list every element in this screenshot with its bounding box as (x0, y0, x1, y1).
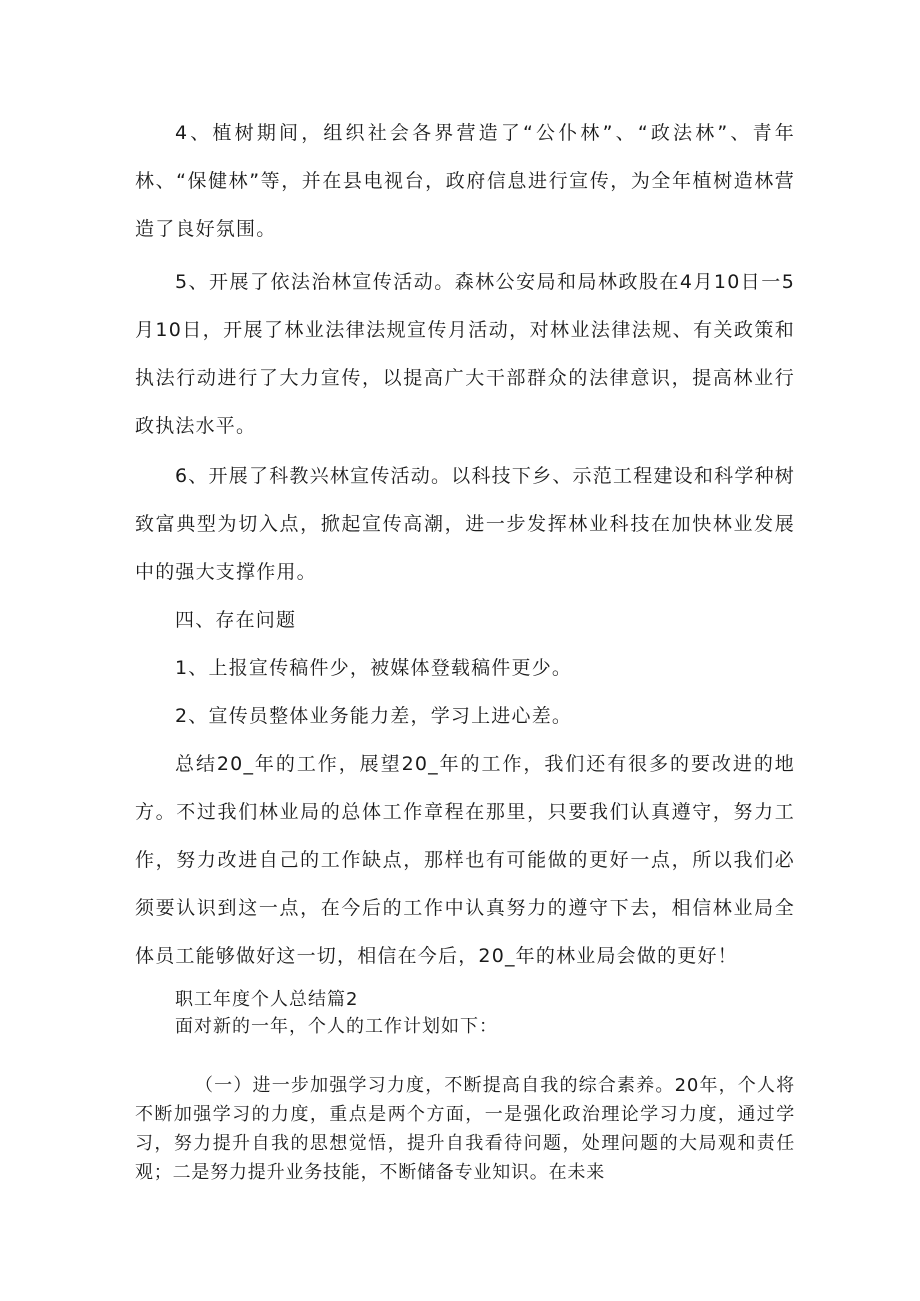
section-heading-four-text: 四、存在问题 (175, 609, 297, 631)
issue-item-2-text: 2、宣传员整体业务能力差，学习上进心差。 (175, 705, 573, 727)
paragraph-6 (135, 452, 795, 596)
issue-item-1 (135, 644, 795, 692)
paragraph-4-text: 4、植树期间，组织社会各界营造了“公仆林”、“政法林”、青年林、“保健林”等，并在县电视台，政府信息进行宣传，为全年植树造林营造了良好氛围。 (135, 122, 795, 240)
plan-paragraph-1 (135, 1071, 795, 1187)
plan-paragraph-1-text: （一）进一步加强学习力度，不断提高自我的综合素养。20年，个人将不断加强学习的力度，重点是两个方面，一是强化政治理论学习力度，通过学习，努力提升自我的思想觉悟，提升自我看待问题，处理问题的大局观和责任观；二是努力提升业务技能，不断储备专业知识。在未来 (135, 1075, 795, 1183)
summary-paragraph-text: 总结20_年的工作，展望20_年的工作，我们还有很多的要改进的地方。不过我们林业局的总体工作章程在那里，只要我们认真遵守，努力工作，努力改进自己的工作缺点，那样也有可能做的更好一点，所以我们必须要认识到这一点，在今后的工作中认真努力的遵守下去，相信林业局全体员工能够做好这一切，相信在今后，20_年的林业局会做的更好！ (135, 753, 795, 967)
paragraph-5-text: 5、开展了依法治林宣传活动。森林公安局和局林政股在4月10日一5月10日，开展了林业法律法规宣传月活动，对林业法律法规、有关政策和执法行动进行了大力宣传，以提高广大干部群众的法律意识，提高林业行政执法水平。 (135, 271, 795, 437)
issue-item-2 (135, 692, 795, 740)
intro-paragraph-2 (135, 1012, 795, 1042)
section-heading-four (135, 596, 795, 644)
section-title-2 (135, 985, 795, 1015)
intro-paragraph-2-text: 面对新的一年，个人的工作计划如下： (175, 1016, 498, 1037)
paragraph-4 (135, 109, 795, 253)
paragraph-6-text: 6、开展了科教兴林宣传活动。以科技下乡、示范工程建设和科学种树致富典型为切入点，掀起宣传高潮，进一步发挥林业科技在加快林业发展中的强大支撑作用。 (135, 465, 795, 583)
summary-paragraph (135, 740, 795, 980)
section-title-2-text: 职工年度个人总结篇2 (175, 989, 359, 1010)
paragraph-5 (135, 258, 795, 450)
issue-item-1-text: 1、上报宣传稿件少，被媒体登载稿件更少。 (175, 657, 573, 679)
